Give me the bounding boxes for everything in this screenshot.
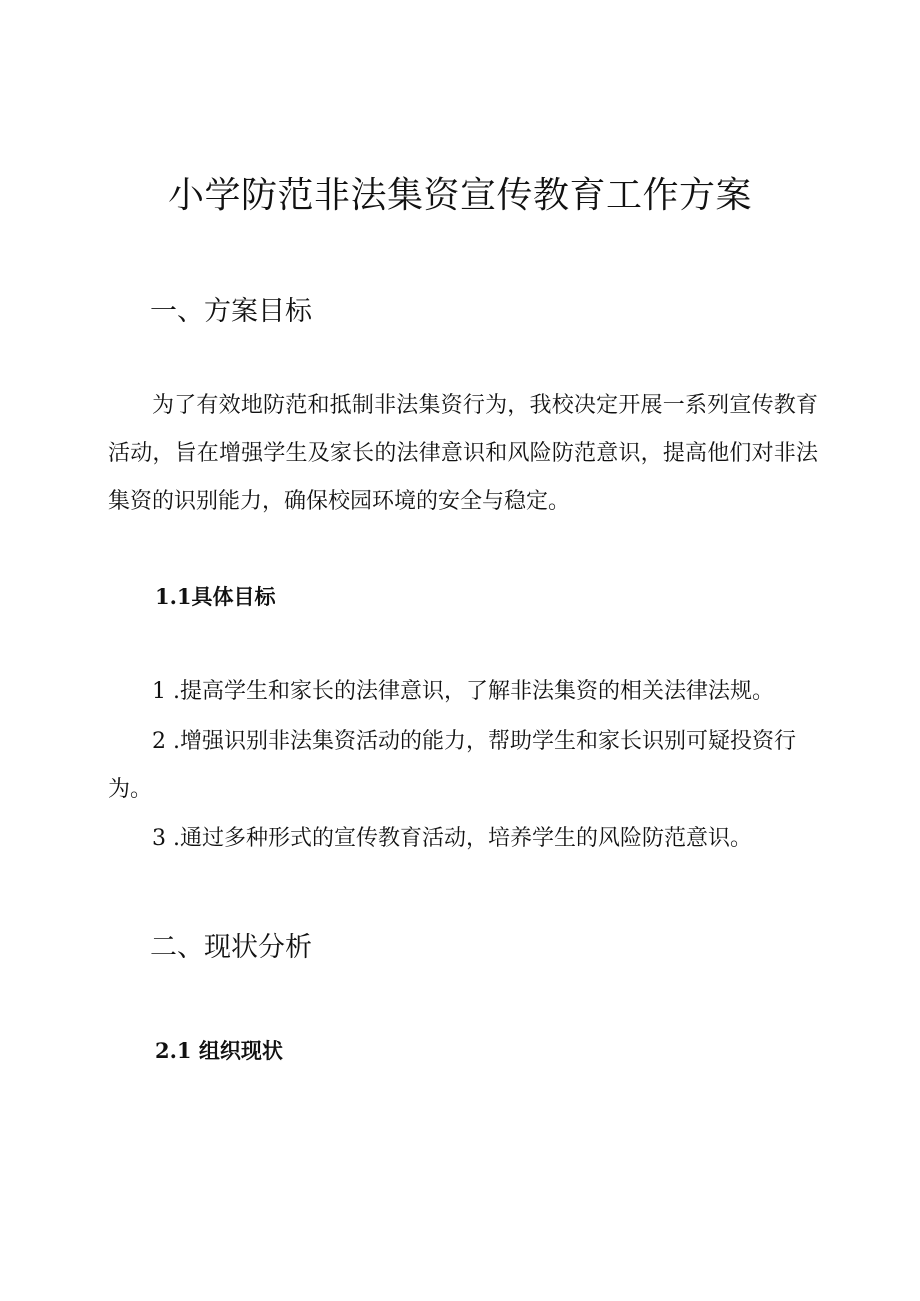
section-heading-status-analysis: 二、现状分析 (150, 932, 312, 963)
goal-list-item: 1 .提高学生和家长的法律意识，了解非法集资的相关法律法规。 (152, 679, 774, 704)
subsection-heading-organization-status: 2.1 组织现状 (155, 1038, 283, 1063)
subsection-heading-specific-goals: 1.1具体目标 (155, 584, 276, 609)
goal-list-item: 3 .通过多种形式的宣传教育活动，培养学生的风险防范意识。 (152, 826, 752, 851)
section-goals-paragraph: 为了有效地防范和抵制非法集资行为，我校决定开展一系列宣传教育活动，旨在增强学生及家长的法律意识和风险防范意识，提高他们对非法集资的识别能力，确保校园环境的安全与稳定。 (108, 393, 818, 514)
document-title: 小学防范非法集资宣传教育工作方案 (167, 175, 752, 216)
goal-list-item: 2 .增强识别非法集资活动的能力，帮助学生和家长识别可疑投资行为。 (108, 729, 796, 802)
section-heading-goals: 一、方案目标 (150, 296, 312, 327)
